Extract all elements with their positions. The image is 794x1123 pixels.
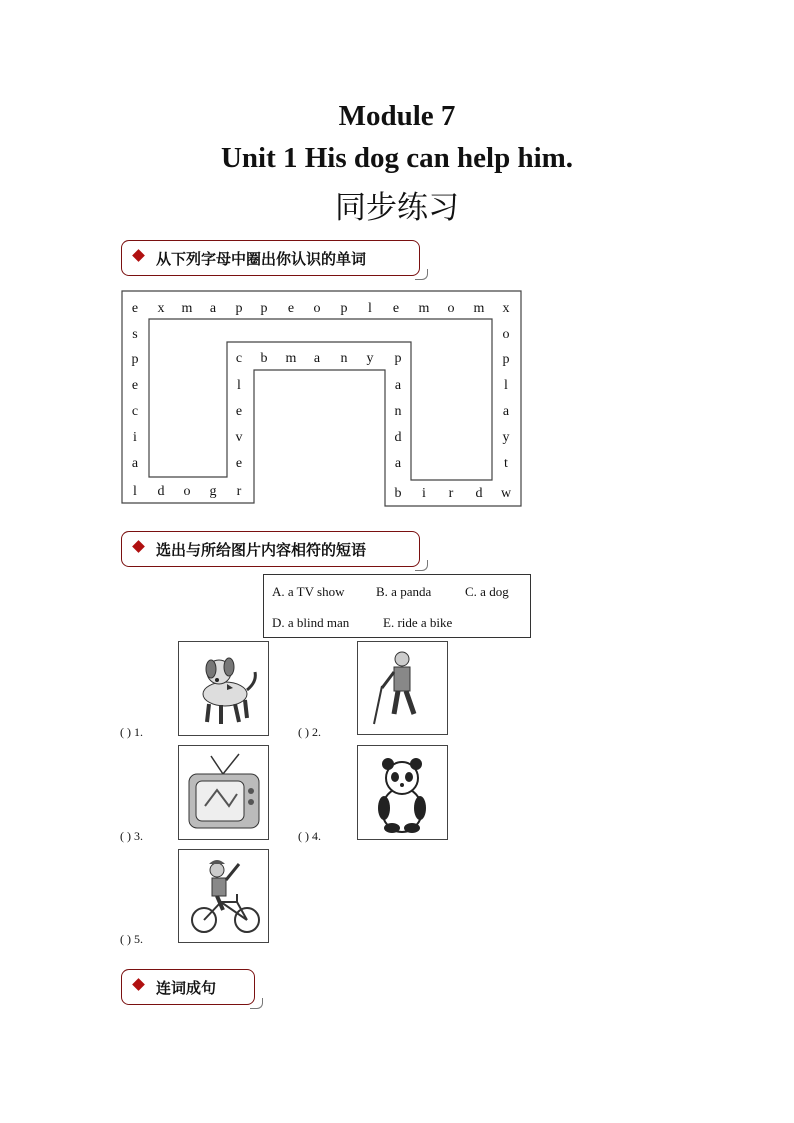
grid-letter: a (131, 456, 139, 471)
grid-letter: a (394, 378, 402, 393)
section-label: 从下列字母中圈出你认识的单词 (156, 250, 367, 268)
blind-man-icon (358, 642, 447, 734)
section-label: 选出与所给图片内容相符的短语 (156, 541, 367, 559)
grid-letter: d (157, 484, 165, 499)
grid-letter: y (366, 351, 374, 366)
grid-letter: e (235, 456, 243, 471)
grid-letter: g (209, 484, 217, 499)
grid-letter: b (260, 351, 268, 366)
grid-letter: p (131, 352, 139, 367)
grid-letter: n (394, 404, 402, 419)
grid-letter: p (340, 301, 348, 316)
option-d: D. a blind man (272, 615, 350, 630)
question-4: ( ) 4. (298, 829, 321, 843)
practice-title: 同步练习 (335, 190, 459, 226)
grid-letter: m (285, 351, 297, 366)
grid-letter: m (181, 301, 193, 316)
grid-letter: e (131, 301, 139, 316)
panda-picture (357, 745, 448, 840)
grid-letter: l (133, 484, 137, 499)
grid-letter: v (235, 430, 243, 445)
grid-letter: t (504, 456, 508, 471)
bike-rider-icon (179, 850, 268, 942)
grid-letter: p (502, 352, 510, 367)
grid-letter: y (502, 430, 510, 445)
section-header-3 (121, 969, 255, 1005)
grid-letter: w (500, 486, 512, 501)
grid-letter: n (340, 351, 348, 366)
grid-letter: r (236, 484, 242, 499)
module-title: Module 7 (338, 100, 456, 132)
grid-letter: i (422, 486, 426, 501)
grid-letter: c (235, 351, 243, 366)
grid-letter: r (448, 486, 454, 501)
question-5: ( ) 5. (120, 932, 143, 946)
section-header-2 (121, 531, 420, 567)
grid-letter: l (368, 301, 372, 316)
section-label: 连词成句 (156, 979, 217, 997)
grid-letter: a (502, 404, 510, 419)
options-box (263, 574, 531, 638)
option-a: A. a TV show (272, 584, 345, 599)
grid-letter: o (183, 484, 191, 499)
grid-letter: o (313, 301, 321, 316)
grid-letter: p (235, 301, 243, 316)
blind-man-picture (357, 641, 448, 735)
grid-letter: s (132, 327, 138, 342)
question-1: ( ) 1. (120, 725, 143, 739)
grid-letter: a (313, 351, 321, 366)
option-b: B. a panda (376, 584, 432, 599)
grid-letter: e (235, 404, 243, 419)
question-3: ( ) 3. (120, 829, 143, 843)
grid-letter: l (237, 378, 241, 393)
grid-letter: x (502, 301, 510, 316)
tv-picture (178, 745, 269, 840)
grid-letter: o (502, 327, 510, 342)
dog-icon (179, 642, 268, 735)
grid-letter: b (394, 486, 402, 501)
grid-letter: o (447, 301, 455, 316)
grid-letter: e (287, 301, 295, 316)
diamond-bullet-icon (132, 978, 145, 991)
grid-letter: d (394, 430, 402, 445)
option-e: E. ride a bike (383, 615, 453, 630)
grid-letter: m (418, 301, 430, 316)
grid-inner-border (149, 319, 492, 480)
grid-letter: p (394, 351, 402, 366)
tv-icon (179, 746, 268, 839)
grid-letter: d (475, 486, 483, 501)
grid-letter: c (131, 404, 139, 419)
grid-letter: p (260, 301, 268, 316)
grid-letter: l (504, 378, 508, 393)
grid-letter: i (133, 430, 137, 445)
word-search-grid (0, 0, 794, 520)
grid-letter: a (394, 456, 402, 471)
unit-title: Unit 1 His dog can help him. (220, 142, 574, 174)
grid-letter: x (157, 301, 165, 316)
dog-picture (178, 641, 269, 736)
option-c: C. a dog (465, 584, 509, 599)
bike-rider-picture (178, 849, 269, 943)
grid-letter: e (392, 301, 400, 316)
grid-letter: a (209, 301, 217, 316)
grid-outer-border (122, 291, 521, 506)
question-2: ( ) 2. (298, 725, 321, 739)
grid-letter: m (473, 301, 485, 316)
diamond-bullet-icon (132, 540, 145, 553)
grid-letter: e (131, 378, 139, 393)
panda-icon (358, 746, 447, 839)
